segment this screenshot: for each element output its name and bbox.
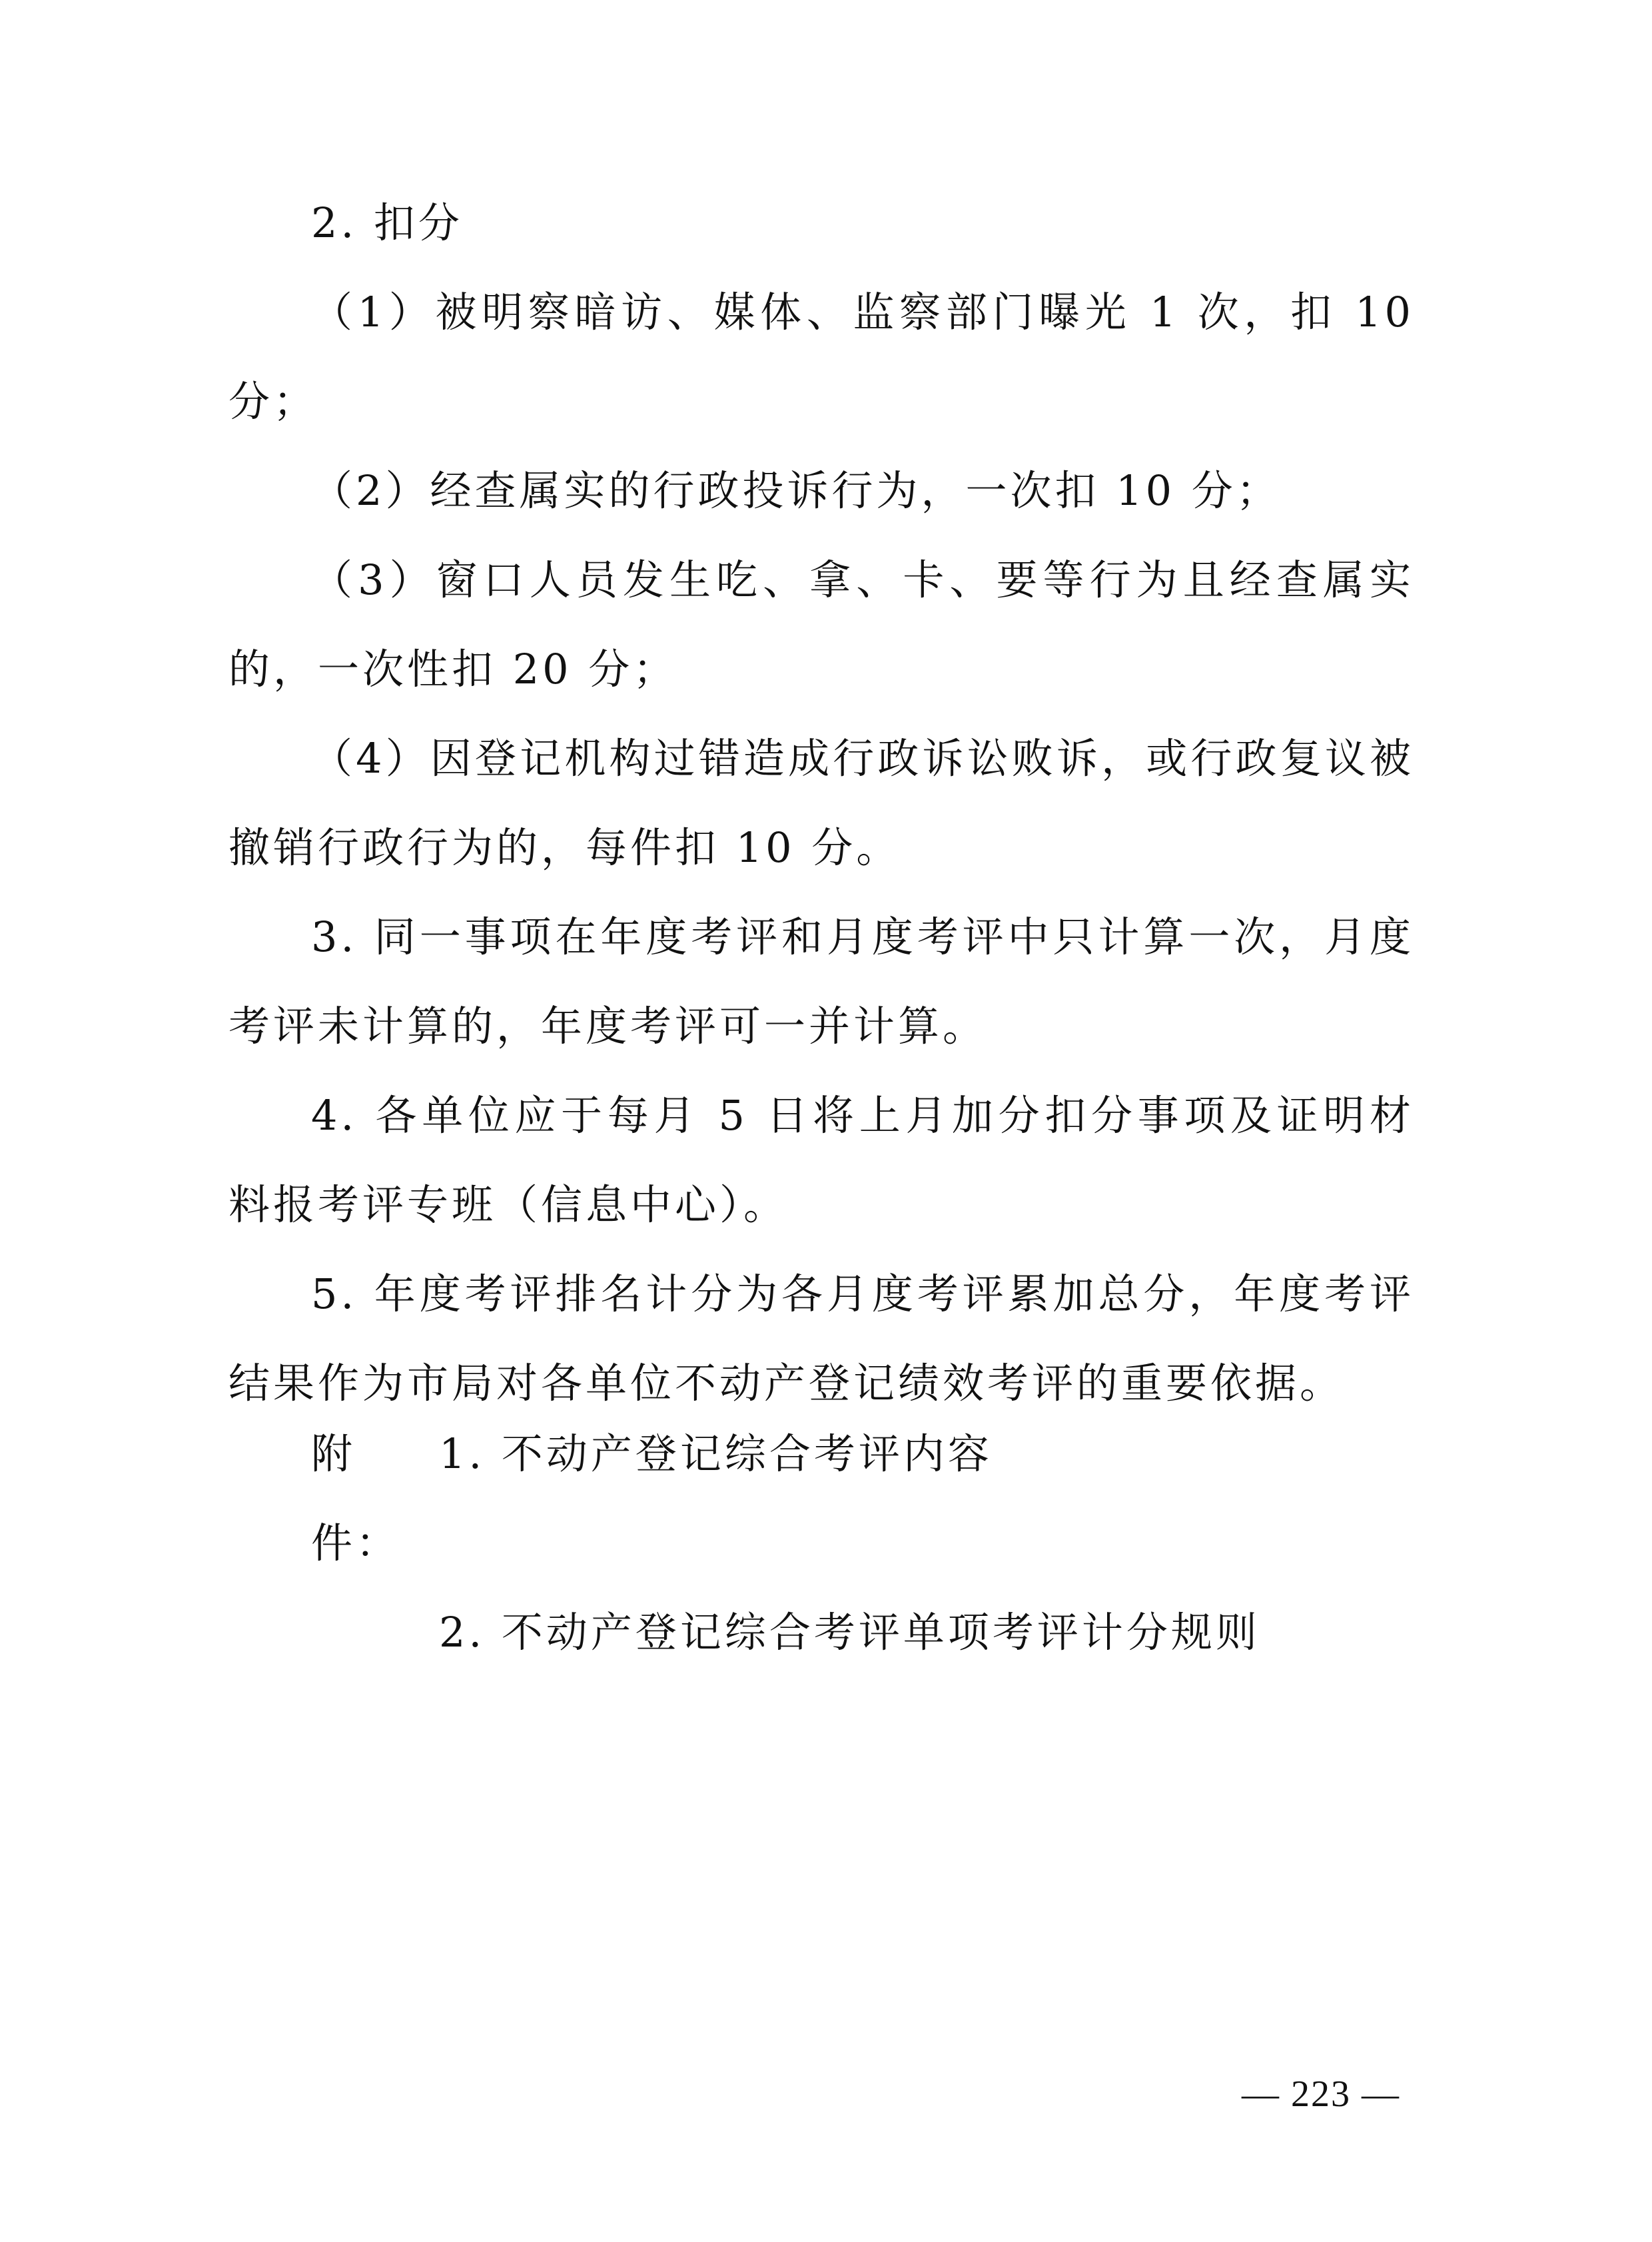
paragraph-4: 4. 各单位应于每月 5 日将上月加分扣分事项及证明材料报考评专班（信息中心）。: [228, 1091, 1414, 1229]
page-number: — 223 —: [1242, 2073, 1400, 2115]
attachment-row-2: [311, 1588, 1260, 1677]
attachment-item-1: 1. 不动产登记综合考评内容: [439, 1429, 993, 1478]
paragraph-3: 3. 同一事项在年度考评和月度考评中只计算一次，月度考评未计算的，年度考评可一并计算。: [228, 913, 1414, 1050]
deduction-item-1: （1）被明察暗访、媒体、监察部门曝光 1 次，扣 10 分；: [228, 288, 1414, 426]
deduction-item-4: （4）因登记机构过错造成行政诉讼败诉，或行政复议被撤销行政行为的，每件扣 10 分。: [228, 734, 1414, 872]
attachments-label: 附件：: [311, 1429, 401, 1567]
deduction-heading: 2. 扣分: [311, 198, 463, 247]
deduction-item-2: （2）经查属实的行政投诉行为，一次扣 10 分；: [311, 466, 1281, 515]
deduction-item-3: （3）窗口人员发生吃、拿、卡、要等行为且经查属实的，一次性扣 20 分；: [228, 556, 1414, 693]
attachments-block: [311, 1409, 1260, 1677]
attachment-row-1: [311, 1409, 1260, 1588]
body-text: [228, 179, 1414, 1428]
attachment-item-2: 2. 不动产登记综合考评单项考评计分规则: [439, 1608, 1260, 1657]
paragraph-5: 5. 年度考评排名计分为各月度考评累加总分，年度考评结果作为市局对各单位不动产登记绩效考评的重要依据。: [228, 1270, 1414, 1407]
